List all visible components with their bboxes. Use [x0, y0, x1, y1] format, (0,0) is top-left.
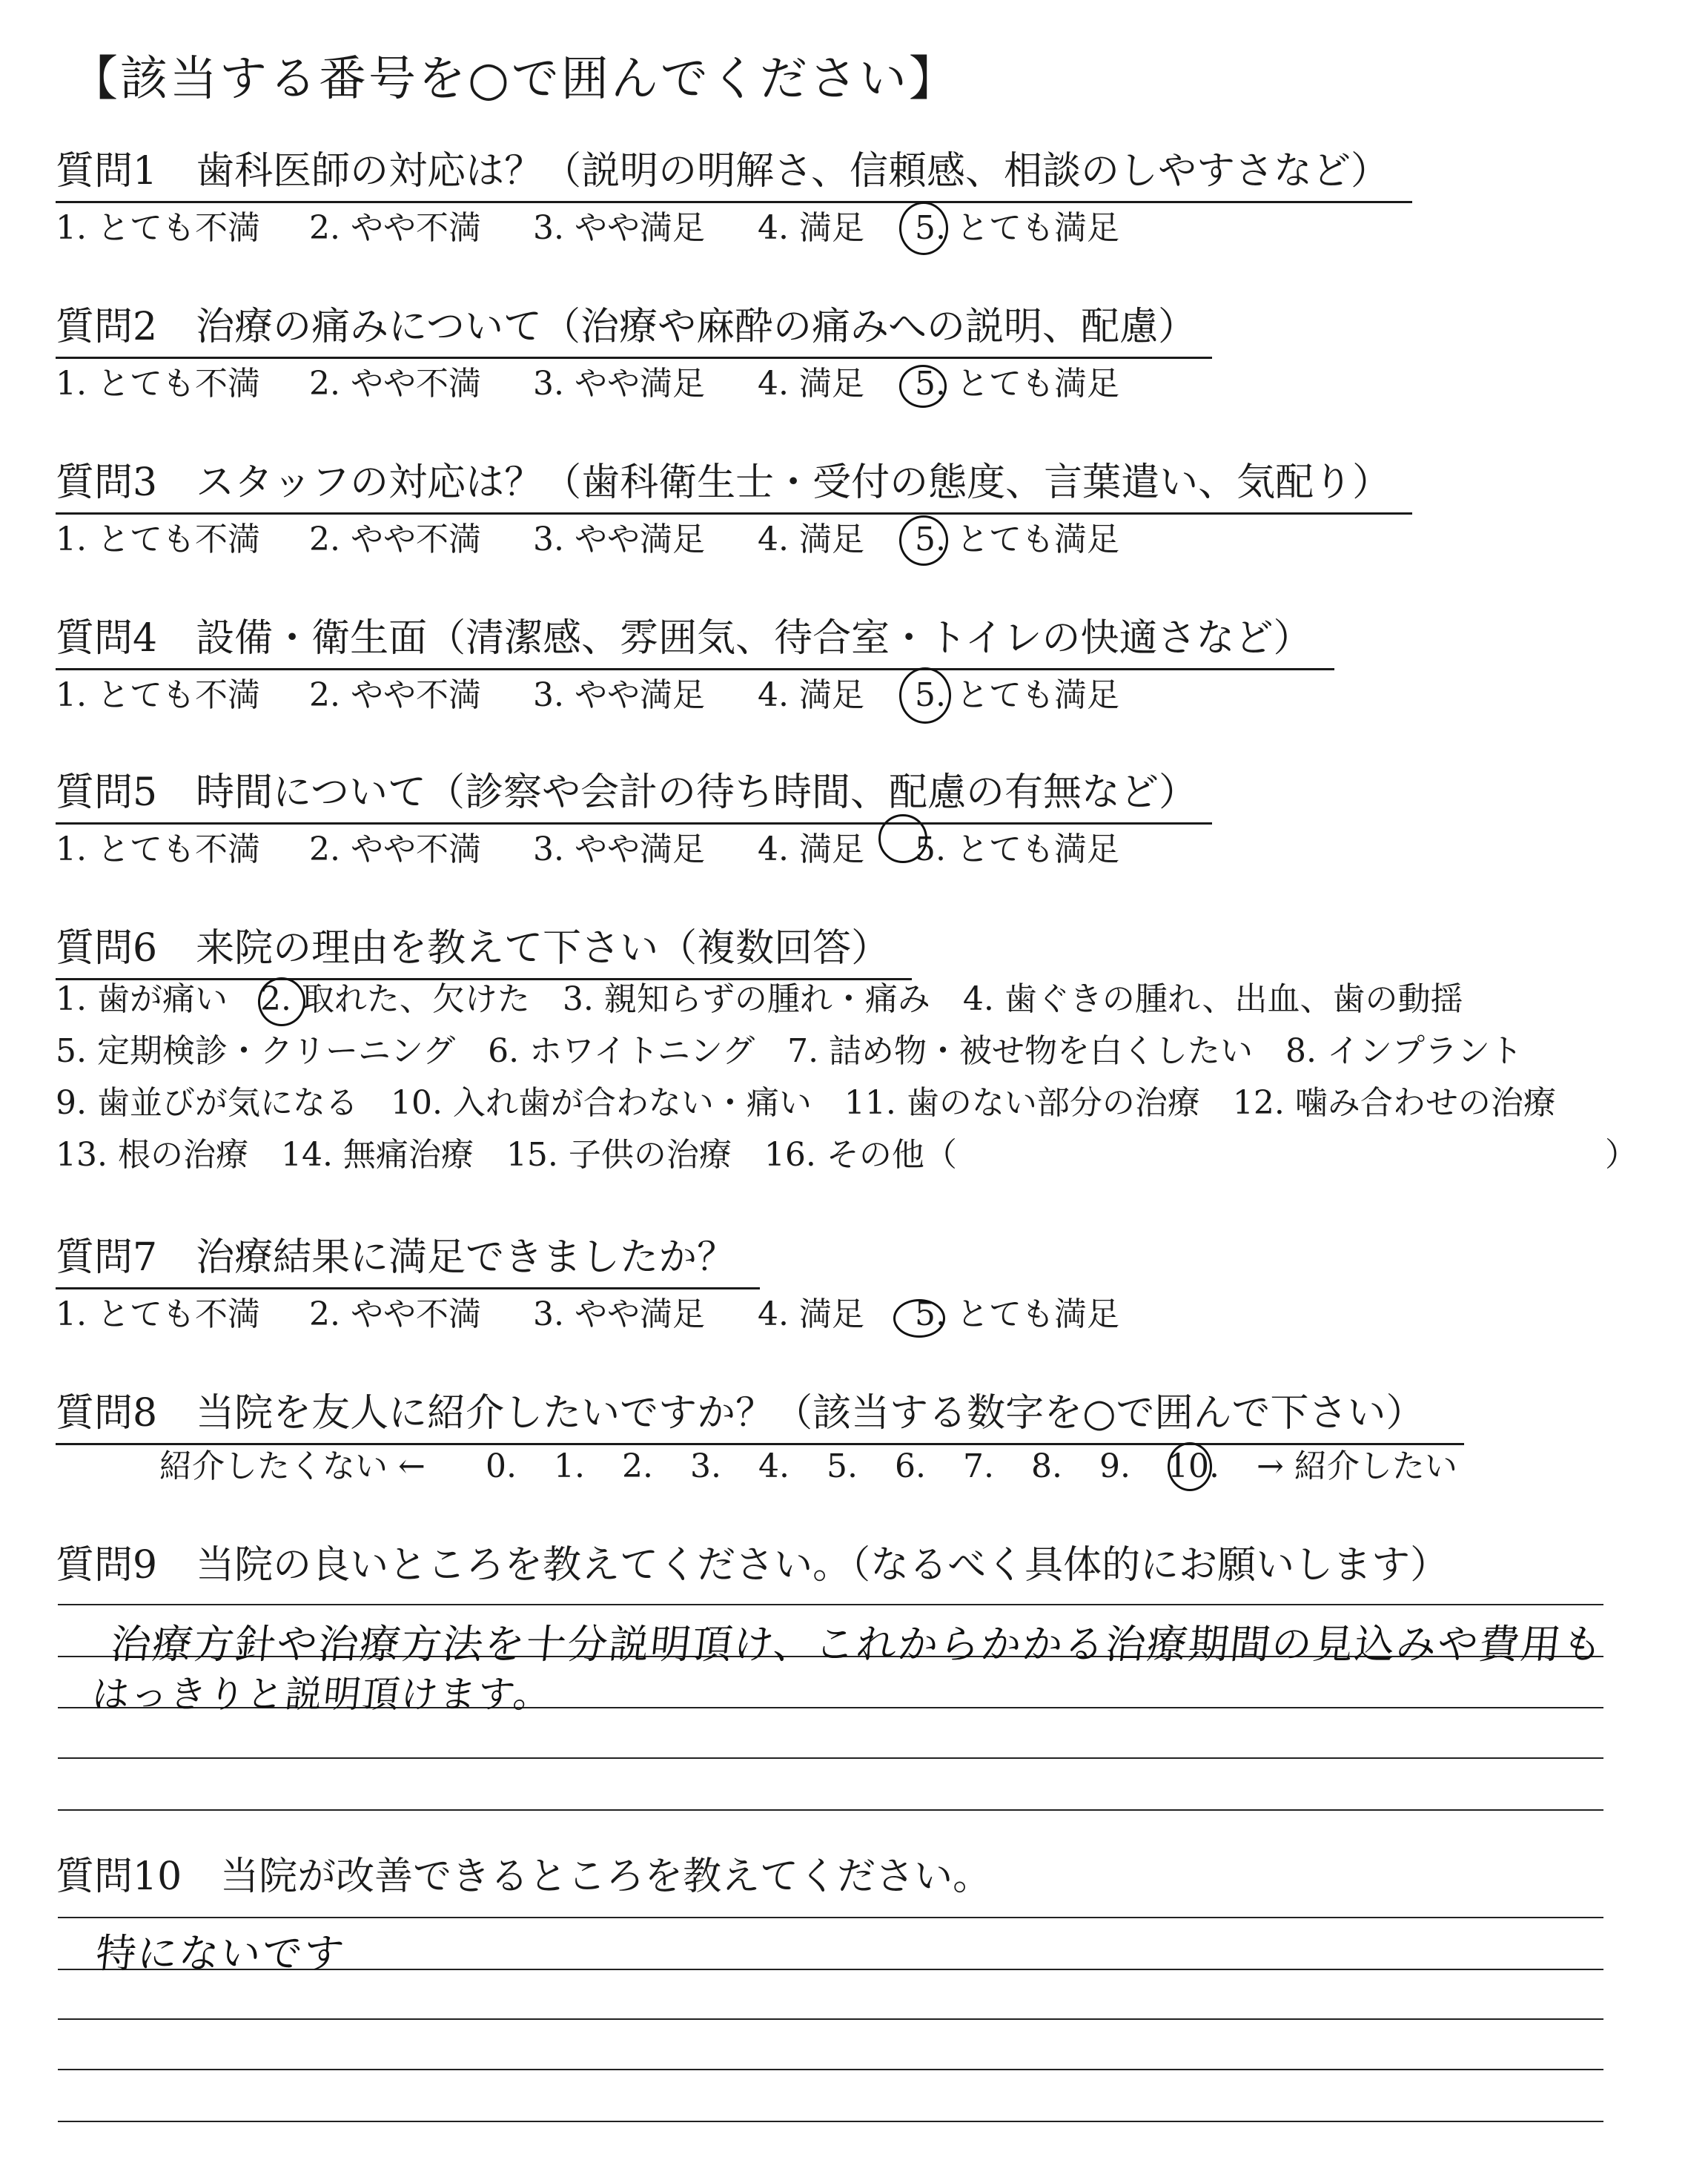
- option-1[interactable]: 1. とても不満: [56, 209, 260, 247]
- question-7-underline: [56, 1287, 760, 1289]
- selection-circle: [899, 515, 948, 566]
- q8-number-8[interactable]: 8.: [1031, 1447, 1062, 1485]
- option-4[interactable]: 4. 満足: [758, 830, 864, 868]
- option-5[interactable]: 5. とても満足: [915, 209, 1119, 247]
- question-3-title: 質問3 スタッフの対応は？（歯科衛生士・受付の態度、言葉遣い、気配り）: [56, 460, 1391, 505]
- option-1[interactable]: 1. とても不満: [56, 1295, 260, 1333]
- option-2[interactable]: 2. やや不満: [309, 209, 481, 247]
- q6-options-line-4[interactable]: 13. 根の治療 14. 無痛治療 15. 子供の治療 16. その他（: [56, 1136, 957, 1174]
- selection-circle: [258, 977, 305, 1026]
- question-2-title: 質問2 治療の痛みについて（治療や麻酔の痛みへの説明、配慮）: [56, 305, 1197, 349]
- option-5[interactable]: 5. とても満足: [915, 676, 1119, 714]
- q8-number-10[interactable]: 10.: [1168, 1447, 1219, 1485]
- option-3[interactable]: 3. やや満足: [533, 521, 705, 558]
- option-3[interactable]: 3. やや満足: [533, 830, 705, 868]
- q9-answer-line-2[interactable]: はっきりと説明頂けます。: [90, 1673, 555, 1716]
- selection-circle: [899, 365, 947, 408]
- question-4-options: [56, 673, 1168, 718]
- question-4-title: 質問4 設備・衛生面（清潔感、雰囲気、待合室・トイレの快適さなど）: [56, 616, 1312, 661]
- form-title: 【該当する番号を○で囲んでください】: [70, 52, 959, 107]
- selection-circle: [899, 667, 951, 724]
- q6-options-line-3[interactable]: 9. 歯並びが気になる 10. 入れ歯が合わない・痛い 11. 歯のない部分の治療 12. 噛み合わせの治療: [56, 1084, 1556, 1122]
- option-4[interactable]: 4. 満足: [758, 676, 864, 714]
- question-10-title: 質問10 当院が改善できるところを教えてください。: [56, 1855, 992, 1899]
- q6-options-line-2[interactable]: 5. 定期検診・クリーニング 6. ホワイトニング 7. 詰め物・被せ物を白くしたい 8. インプラント: [56, 1032, 1523, 1070]
- option-3[interactable]: 3. やや満足: [533, 365, 705, 403]
- option-1[interactable]: 1. とても不満: [56, 830, 260, 868]
- option-1[interactable]: 1. とても不満: [56, 521, 260, 558]
- question-6-title: 質問6 来院の理由を教えて下さい（複数回答）: [56, 926, 890, 971]
- option-1[interactable]: 1. とても不満: [56, 365, 260, 403]
- selection-circle: [878, 814, 927, 863]
- q8-number-2[interactable]: 2.: [622, 1447, 653, 1485]
- q6-other-close-paren: ）: [1605, 1136, 1638, 1174]
- question-3-underline: [56, 512, 1412, 515]
- option-4[interactable]: 4. 満足: [758, 365, 864, 403]
- option-3[interactable]: 3. やや満足: [533, 1295, 705, 1333]
- q8-number-3[interactable]: 3.: [690, 1447, 721, 1485]
- option-2[interactable]: 2. やや不満: [309, 676, 481, 714]
- option-4[interactable]: 4. 満足: [758, 209, 864, 247]
- selection-circle: [893, 1299, 945, 1338]
- q8-scale: [56, 1444, 1538, 1489]
- question-2-underline: [56, 357, 1212, 359]
- q8-number-0[interactable]: 0.: [486, 1447, 517, 1485]
- q8-number-9[interactable]: 9.: [1099, 1447, 1131, 1485]
- option-5[interactable]: 5. とても満足: [915, 830, 1119, 868]
- question-1-underline: [56, 201, 1412, 203]
- q9-answer-line-1[interactable]: 治療方針や治療方法を十分説明頂け、これからかかる治療期間の見込みや費用も: [108, 1621, 1606, 1668]
- question-5-options: [56, 828, 1168, 872]
- selection-circle: [899, 202, 948, 255]
- question-3-options: [56, 518, 1168, 562]
- option-4[interactable]: 4. 満足: [758, 521, 864, 558]
- option-1[interactable]: 1. とても不満: [56, 676, 260, 714]
- q8-left-label: 紹介したくない ←: [159, 1447, 426, 1485]
- answer-line: [58, 1809, 1603, 1811]
- q8-number-4[interactable]: 4.: [758, 1447, 790, 1485]
- answer-line: [58, 1917, 1603, 1918]
- answer-line: [58, 2018, 1603, 2020]
- option-2[interactable]: 2. やや不満: [309, 1295, 481, 1333]
- q8-number-6[interactable]: 6.: [895, 1447, 926, 1485]
- answer-line: [58, 1604, 1603, 1605]
- question-5-underline: [56, 822, 1212, 825]
- q8-number-1[interactable]: 1.: [554, 1447, 585, 1485]
- answer-line: [58, 1757, 1603, 1759]
- option-2[interactable]: 2. やや不満: [309, 365, 481, 403]
- option-2[interactable]: 2. やや不満: [309, 830, 481, 868]
- answer-line: [58, 2121, 1603, 2122]
- question-1-options: [56, 206, 1168, 251]
- q10-answer[interactable]: 特にないです: [93, 1930, 348, 1977]
- q8-right-label: → 紹介したい: [1257, 1447, 1457, 1485]
- question-7-title: 質問7 治療結果に満足できましたか？: [56, 1235, 736, 1280]
- question-8-title: 質問8 当院を友人に紹介したいですか？（該当する数字を○で囲んで下さい）: [56, 1391, 1425, 1436]
- question-9-title: 質問9 当院の良いところを教えてください。（なるべく具体的にお願いします）: [56, 1543, 1449, 1588]
- selection-circle: [1168, 1442, 1212, 1491]
- option-3[interactable]: 3. やや満足: [533, 209, 705, 247]
- question-1-title: 質問1 歯科医師の対応は？（説明の明解さ、信頼感、相談のしやすさなど）: [56, 149, 1390, 194]
- q6-options-line-1[interactable]: 1. 歯が痛い 2. 取れた、欠けた 3. 親知らずの腫れ・痛み 4. 歯ぐきの腫れ、出血、歯の動揺: [56, 980, 1463, 1018]
- question-2-options: [56, 362, 1168, 406]
- option-5[interactable]: 5. とても満足: [915, 521, 1119, 558]
- option-5[interactable]: 5. とても満足: [915, 365, 1119, 403]
- q8-number-7[interactable]: 7.: [963, 1447, 994, 1485]
- option-4[interactable]: 4. 満足: [758, 1295, 864, 1333]
- question-5-title: 質問5 時間について（診察や会計の待ち時間、配慮の有無など）: [56, 770, 1198, 815]
- option-2[interactable]: 2. やや不満: [309, 521, 481, 558]
- q8-number-5[interactable]: 5.: [827, 1447, 858, 1485]
- question-7-options: [56, 1292, 1168, 1337]
- option-3[interactable]: 3. やや満足: [533, 676, 705, 714]
- option-5[interactable]: 5. とても満足: [915, 1295, 1119, 1333]
- answer-line: [58, 2069, 1603, 2070]
- question-4-underline: [56, 668, 1334, 670]
